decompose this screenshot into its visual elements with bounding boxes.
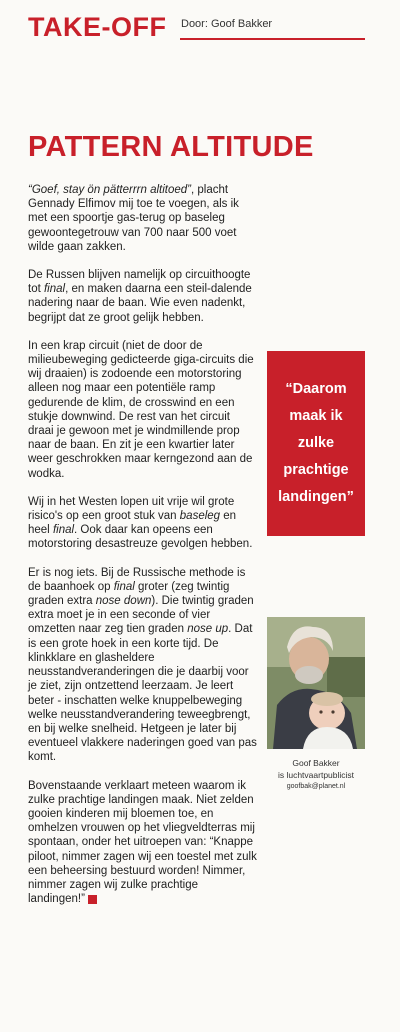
text-run: Bovenstaande verklaart meteen waarom ik zulke prachtige landingen maak. Niet zelden gooien kinderen mij bloemen toe, en omhelzen vrouwen op het vliegveldterras mij spontaan, onder het uitroepen van: “Knappe piloot, nimmer zagen wij een toestel met zulk een beheersing bestuurd worden! Nimmer, nimmer zagen wij zulke prachtige landingen!” xyxy=(28,779,257,906)
italic-run: baseleg xyxy=(179,510,221,523)
text-run: , placht Gennady Elfimov mij toe te voegen, als ik met een spoortje gas-terug op baseleg gewoontegetrouw van 700 naar 500 voet wilde gaan zakken. xyxy=(28,184,239,253)
author-email: goofbak@planet.nl xyxy=(286,783,346,790)
section-title: TAKE-OFF xyxy=(28,12,167,42)
italic-run: final xyxy=(113,580,135,593)
text-run: De Russen blijven namelijk op circuithoogte tot xyxy=(28,269,251,296)
paragraph-4 xyxy=(28,495,258,552)
italic-run: nose down xyxy=(95,595,152,608)
text-run: groter (zeg twintig graden extra xyxy=(28,580,230,608)
author-photo xyxy=(267,617,365,749)
author-photo-illustration xyxy=(267,617,365,749)
header-rule xyxy=(180,38,365,40)
paragraph-6 xyxy=(28,779,258,907)
text-run: Er is nog iets. Bij de Russische methode is de baanhoek op xyxy=(28,566,246,593)
pull-quote xyxy=(267,351,365,536)
article-title: PATTERN ALTITUDE xyxy=(28,131,314,163)
italic-run: “Goef, stay ön pätterrrn altitoed” xyxy=(28,184,191,196)
text-run: en heel xyxy=(28,510,237,537)
italic-run: nose up xyxy=(187,623,229,636)
text-run: , en maken daarna een steil-dalende nadering naar de baan. Wie even nadenkt, begrijpt dat ze groot gelijk hebben. xyxy=(28,283,252,324)
paragraph-3 xyxy=(28,339,258,481)
paragraph-2 xyxy=(28,268,258,325)
italic-run: final xyxy=(43,283,66,296)
author-name: Goof Bakker xyxy=(292,758,340,768)
paragraph-5 xyxy=(28,566,258,765)
paragraph-1 xyxy=(28,183,258,254)
italic-run: final xyxy=(52,524,75,537)
text-run: . Dat is een grote hoek in een korte tijd. De klinkklare en glasheldere neusstandveranderingen die je daarbij voor je ziet, zijn ontzettend leerzaam. Je leert beter - inschatten welke knuppelbeweging welke neusstandverandering teweegbrengt, en bij welke snelheid. Hetgeen je later bij eventueel vlakkere naderingen goed van pas komt. xyxy=(28,623,257,764)
pull-quote-text: “Daarom maak ik zulke prachtige landingen” xyxy=(278,381,354,505)
author-caption xyxy=(267,757,365,793)
text-run: . Ook daar kan opeens een motorstoring desastreuze gevolgen hebben. xyxy=(28,524,253,551)
text-run: Wij in het Westen lopen uit vrije wil grote risico's op een groot stuk van xyxy=(28,495,235,523)
page-header xyxy=(28,12,365,42)
text-run: In een krap circuit (niet de door de milieubeweging gedicteerde giga-circuits die wij draaien) is zodoende een motorstoring alleen nog maar een potentiële ramp gedurende de klim, de crosswind en een stukje downwind. De rest van het circuit draai je gewoon met je windmillende prop naar de baan. En zit je een kwartier later weer geschrokken maar kerngezond aan de wodka. xyxy=(28,339,254,480)
text-run: ). Die twintig graden extra moet je in een seconde of vier omzetten naar zeg tien graden xyxy=(28,595,254,636)
byline: Door: Goof Bakker xyxy=(181,18,273,30)
end-mark-icon xyxy=(88,895,97,904)
article-body xyxy=(28,183,258,920)
author-role: is luchtvaartpublicist xyxy=(277,770,355,780)
